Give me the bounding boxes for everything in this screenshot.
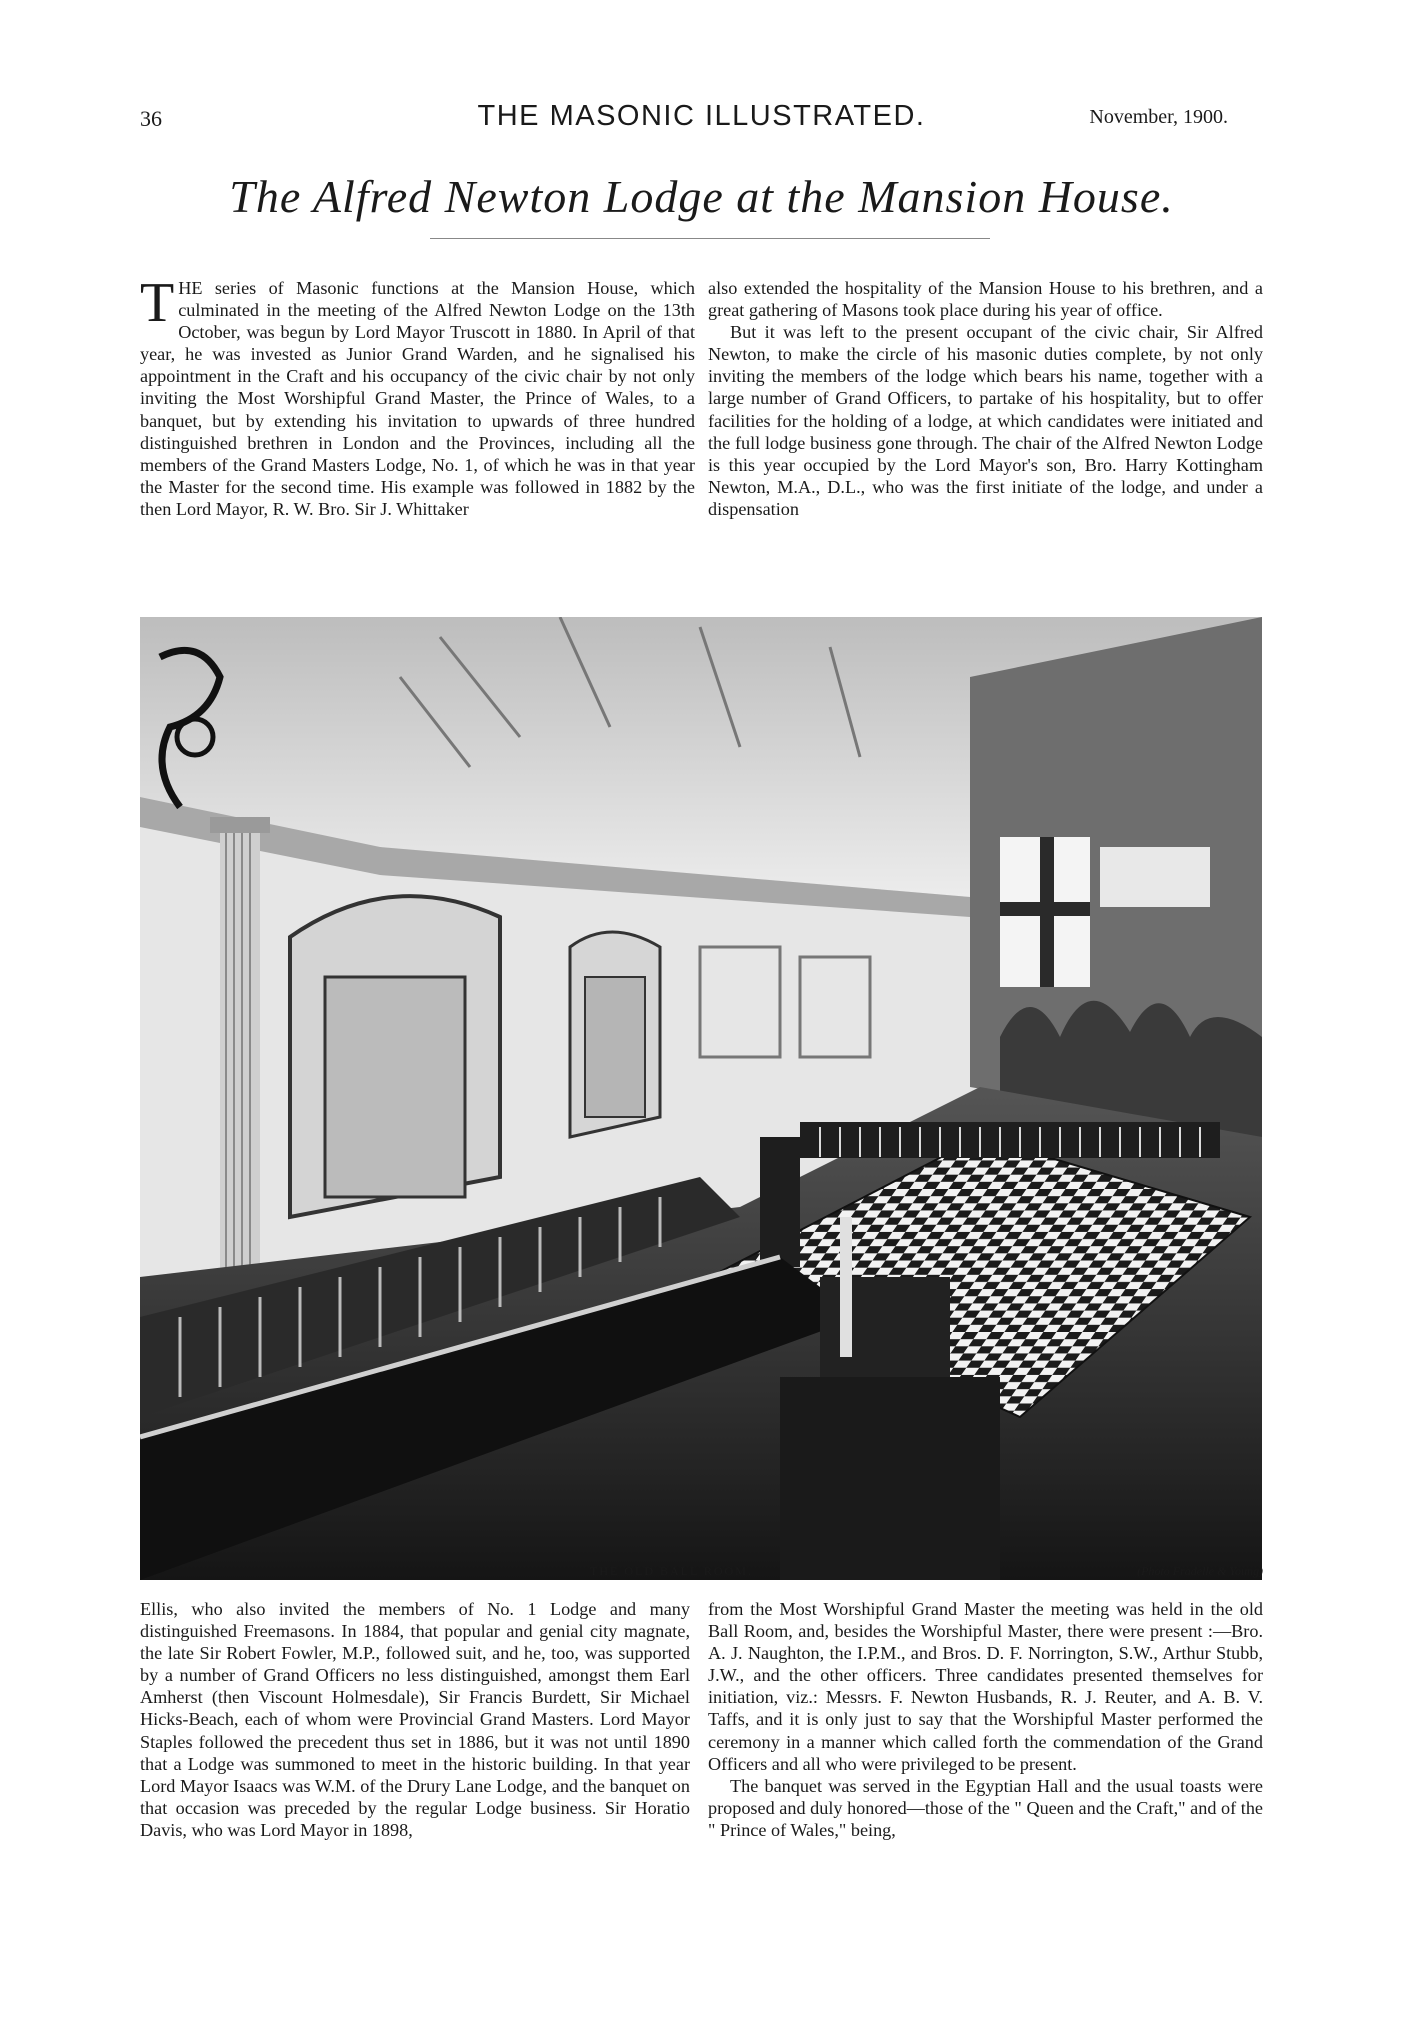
paragraph: The banquet was served in the Egyptian Hall and the usual toasts were proposed and duly honored—those of the " Queen and the Craft," and of the " Prince of Wales," being, bbox=[708, 1775, 1263, 1840]
paragraph: But it was left to the present occupant of the civic chair, Sir Alfred Newton, to make the circle of his masonic duties complete, by not only inviting the members of the lodge which bears his name, together with a large number of Grand Officers, to partake of his hospitality, but to offer facilities for the holding of a lodge, at which candidates were initiated and the full lodge business gone through. The chair of the Alfred Newton Lodge is this year occupied by the Lord Mayor's son, Bro. Harry Kottingham Newton, M.A., D.L., who was the first initiate of the lodge, and under a dispensation bbox=[708, 322, 1263, 519]
title-underline bbox=[430, 238, 990, 239]
photo-credit: (Photo Fradelle & Young) bbox=[1137, 1564, 1263, 1578]
page-number: 36 bbox=[140, 106, 162, 131]
ballroom-photograph bbox=[140, 617, 1262, 1580]
running-header bbox=[0, 100, 1403, 140]
column-2 bbox=[708, 277, 1263, 520]
column-1 bbox=[140, 272, 695, 520]
paragraph: also extended the hospitality of the Mansion House to his brethren, and a great gathering of Masons took place during his year of office. bbox=[708, 278, 1263, 321]
paragraph bbox=[140, 272, 695, 520]
issue-date: November, 1900. bbox=[1089, 106, 1228, 128]
article-title: The Alfred Newton Lodge at the Mansion House. bbox=[229, 171, 1174, 222]
column-4 bbox=[708, 1598, 1263, 1841]
paragraph: from the Most Worshipful Grand Master the meeting was held in the old Ball Room, and, besides the Worshipful Master, there were present :—Bro. A. J. Naughton, the I.P.M., and Bros. D. F. Norrington, S.W., Arthur Stubb, J.W., and the other officers. Three candidates presented themselves for initiation, viz.: Messrs. F. Newton Husbands, R. J. Reuter, and A. B. V. Taffs, and it is only just to say that the Worshipful Master performed the ceremony in a manner which called forth the commendation of the Grand Officers and all who were privileged to be present. bbox=[708, 1599, 1263, 1774]
drop-cap: T bbox=[140, 272, 175, 334]
figure-caption: THE OLD BALL ROOM. bbox=[590, 1564, 753, 1578]
column-3 bbox=[140, 1598, 690, 1841]
paragraph-text: HE series of Masonic functions at the Mansion House, which culminated in the meeting of the Alfred Newton Lodge on the 13th October, was begun by Lord Mayor Truscott in 1880. In April of that year, he was invested as Junior Grand Warden, and he signalised his appointment in the Craft and his occupancy of the civic chair by not only inviting the Most Worshipful Grand Master, the Prince of Wales, to a banquet, but by extending his invitation to upwards of three hundred distinguished brethren in London and the Provinces, including all the members of the Grand Masters Lodge, No. 1, of which he was in that year the Master for the second time. His example was followed in 1882 by the then Lord Mayor, R. W. Bro. Sir J. Whittaker bbox=[140, 278, 695, 519]
masthead: THE MASONIC ILLUSTRATED. bbox=[477, 100, 926, 132]
paragraph: Ellis, who also invited the members of No. 1 Lodge and many distinguished Freemasons. In 1884, that popular and genial city magnate, the late Sir Robert Fowler, M.P., followed suit, and he, too, was supported by a number of Grand Officers no less distinguished, amongst them Earl Amherst (then Viscount Holmesdale), Sir Francis Burdett, Sir Michael Hicks-Beach, each of whom were Provincial Grand Masters. Lord Mayor Staples followed the precedent thus set in 1886, but it was not until 1890 that a Lodge was summoned to meet in the historic building. In that year Lord Mayor Isaacs was W.M. of the Drury Lane Lodge, and the banquet on that occasion was preceded by the regular Lodge business. Sir Horatio Davis, who was Lord Mayor in 1898, bbox=[140, 1599, 690, 1840]
figure-caption-line bbox=[0, 1564, 1403, 1586]
